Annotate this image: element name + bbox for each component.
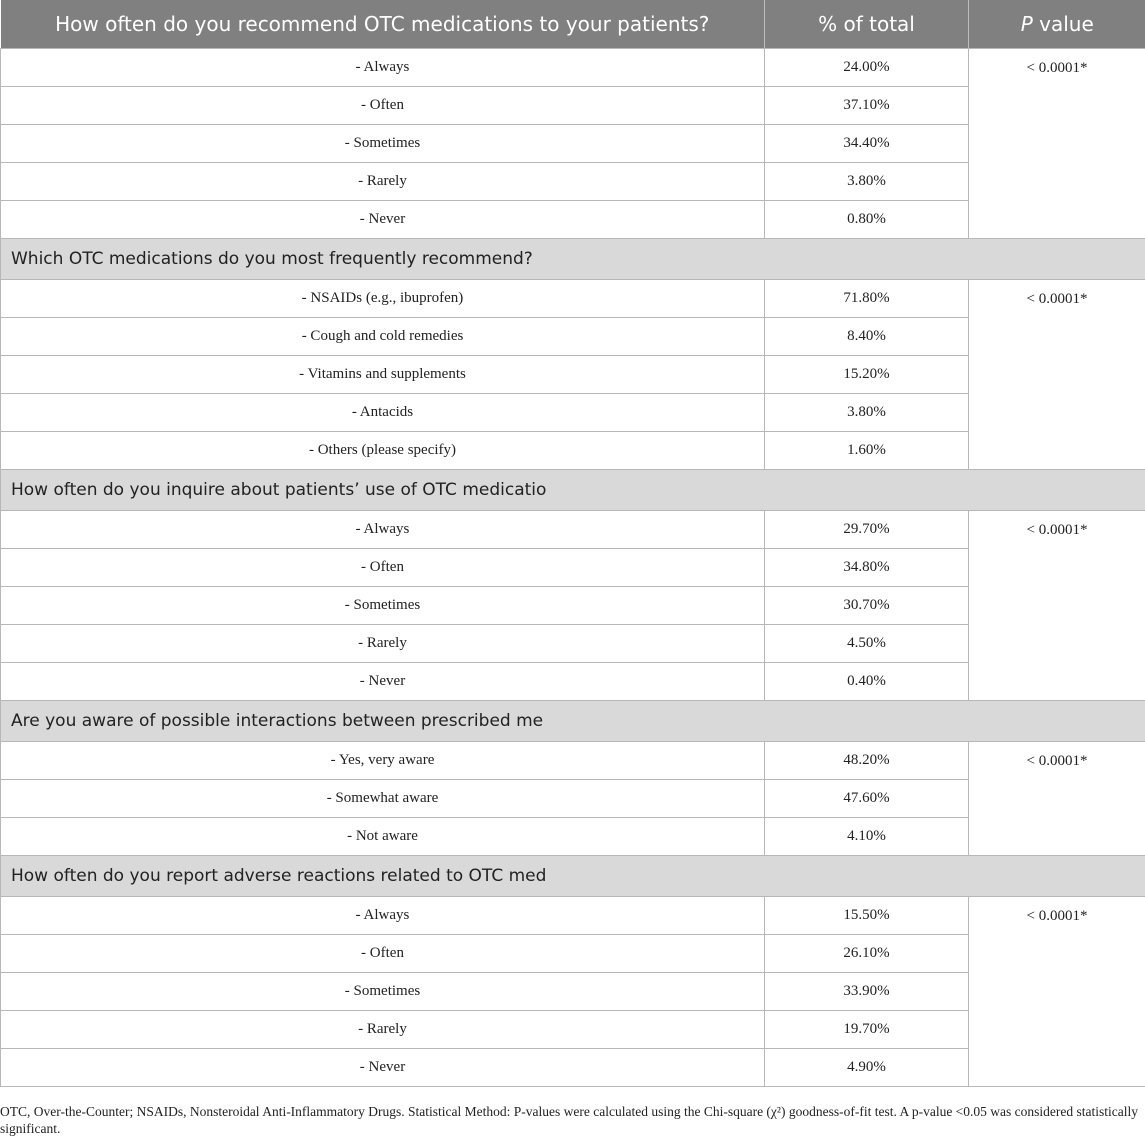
section-question: Are you aware of possible interactions between prescribed me (1, 701, 1145, 742)
percent-column-header: % of total (765, 0, 969, 49)
percent-value: 3.80% (765, 394, 969, 432)
section-question: How often do you inquire about patients’ use of OTC medicatio (1, 470, 1145, 511)
percent-value: 30.70% (765, 587, 969, 625)
percent-value: 29.70% (765, 511, 969, 549)
percent-value: 24.00% (765, 49, 969, 87)
percent-value: 33.90% (765, 973, 969, 1011)
answer-label: - Never (1, 201, 765, 239)
answer-label: - Often (1, 87, 765, 125)
percent-value: 19.70% (765, 1011, 969, 1049)
percent-value: 71.80% (765, 280, 969, 318)
answer-label: - Rarely (1, 163, 765, 201)
p-value: < 0.0001* (969, 742, 1145, 856)
percent-value: 4.10% (765, 818, 969, 856)
answer-label: - Antacids (1, 394, 765, 432)
pvalue-column-header (969, 0, 1145, 49)
section-header-row (1, 239, 1145, 280)
section-question: How often do you report adverse reactions related to OTC med (1, 856, 1145, 897)
answer-label: - Vitamins and supplements (1, 356, 765, 394)
answer-label: - Sometimes (1, 125, 765, 163)
percent-value: 1.60% (765, 432, 969, 470)
percent-value: 37.10% (765, 87, 969, 125)
answer-label: - Never (1, 663, 765, 701)
question-column-header: How often do you recommend OTC medications to your patients? (1, 0, 765, 49)
percent-value: 8.40% (765, 318, 969, 356)
percent-value: 15.20% (765, 356, 969, 394)
p-value: < 0.0001* (969, 49, 1145, 239)
answer-label: - Others (please specify) (1, 432, 765, 470)
percent-value: 47.60% (765, 780, 969, 818)
answer-label: - Rarely (1, 1011, 765, 1049)
answer-label: - NSAIDs (e.g., ibuprofen) (1, 280, 765, 318)
answer-label: - Sometimes (1, 587, 765, 625)
answer-label: - Yes, very aware (1, 742, 765, 780)
percent-value: 4.50% (765, 625, 969, 663)
answer-label: - Always (1, 511, 765, 549)
answer-label: - Always (1, 49, 765, 87)
p-value: < 0.0001* (969, 897, 1145, 1087)
table-footnote: OTC, Over-the-Counter; NSAIDs, Nonsteroidal Anti-Inflammatory Drugs. Statistical Method: P-values were calculated using the Chi-square (χ²) goodness-of-fit test. A p-value <0.05 was considered statistically significant. (0, 1104, 1139, 1136)
percent-value: 4.90% (765, 1049, 969, 1087)
table-header-row (1, 0, 1145, 49)
percent-value: 0.40% (765, 663, 969, 701)
answer-label: - Often (1, 549, 765, 587)
answer-label: - Rarely (1, 625, 765, 663)
percent-value: 26.10% (765, 935, 969, 973)
answer-label: - Not aware (1, 818, 765, 856)
section-header-row (1, 701, 1145, 742)
answer-label: - Somewhat aware (1, 780, 765, 818)
percent-value: 34.40% (765, 125, 969, 163)
answer-label: - Often (1, 935, 765, 973)
table-row (1, 511, 1145, 549)
section-header-row (1, 470, 1145, 511)
p-value: < 0.0001* (969, 511, 1145, 701)
pvalue-italic-p: P (1020, 12, 1033, 36)
table-row (1, 49, 1145, 87)
answer-label: - Sometimes (1, 973, 765, 1011)
p-value: < 0.0001* (969, 280, 1145, 470)
answer-label: - Always (1, 897, 765, 935)
percent-value: 3.80% (765, 163, 969, 201)
section-question: Which OTC medications do you most frequently recommend? (1, 239, 1145, 280)
pvalue-header-rest: value (1032, 12, 1094, 36)
table-row (1, 897, 1145, 935)
table-row (1, 742, 1145, 780)
percent-value: 48.20% (765, 742, 969, 780)
section-header-row (1, 856, 1145, 897)
table-row (1, 280, 1145, 318)
answer-label: - Cough and cold remedies (1, 318, 765, 356)
answer-label: - Never (1, 1049, 765, 1087)
percent-value: 0.80% (765, 201, 969, 239)
percent-value: 15.50% (765, 897, 969, 935)
percent-value: 34.80% (765, 549, 969, 587)
